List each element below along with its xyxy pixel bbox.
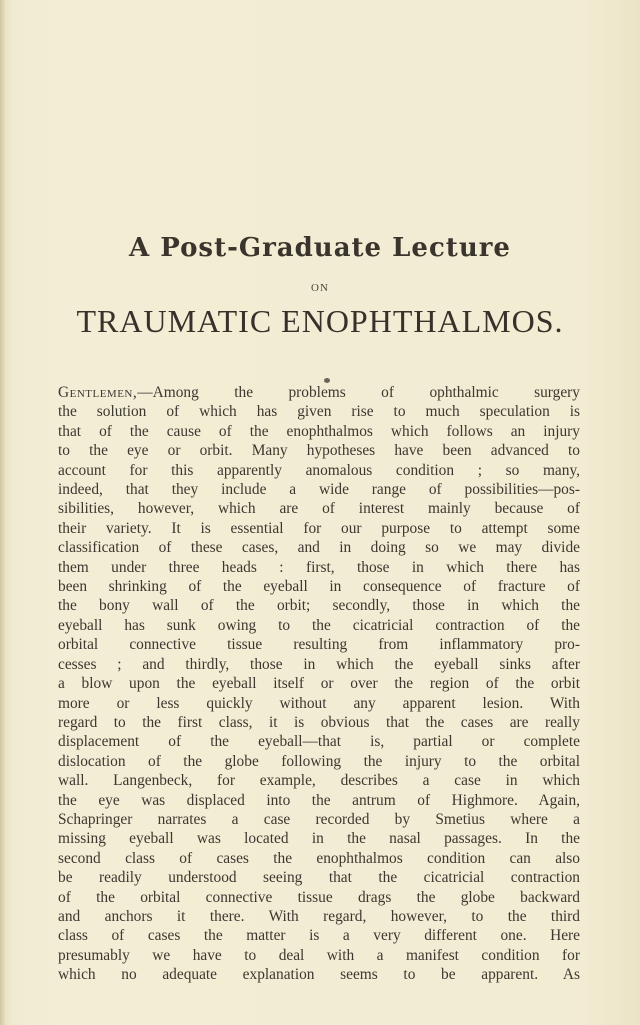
text-line: displacement of the eyeball—that is, partial or complete [58,733,580,751]
text-line: classification of these cases, and in doing so we may divide [58,539,580,557]
text-line: that of the cause of the enophthalmos which follows an injury [58,422,580,440]
text-line: a blow upon the eyeball itself or over the region of the orbit [58,675,580,693]
text-line: them under three heads : first, those in which there has [58,558,580,576]
lecture-heading: A Post-Graduate Lecture [129,233,511,263]
text-line: be readily understood seeing that the cicatricial contraction [58,869,580,887]
text-line: the bony wall of the orbit; secondly, those in which the [58,597,580,615]
page-binding-edge [0,0,5,1025]
article-title: TRAUMATIC ENOPHTHALMOS. [76,303,564,339]
text-line: sibilities, however, which are of interest mainly because of [58,500,580,518]
text-line: of the orbital connective tissue drags the globe backward [58,888,580,906]
text-line: Schapringer narrates a case recorded by Smetius where a [58,810,580,828]
opening-word: Gentlemen, [58,384,138,401]
text-line: more or less quickly without any apparent lesion. With [58,694,580,712]
text-line: presumably we have to deal with a manifest condition for [58,946,580,964]
text-line: and anchors it there. With regard, however, to the third [58,907,580,925]
text-line: Gentlemen,—Among the problems of ophthalmic surgery [58,384,580,401]
text-line: second class of cases the enophthalmos condition can also [58,849,580,867]
text-line: wall. Langenbeck, for example, describes a case in which [58,772,580,790]
on-label: ON [311,282,329,294]
text-line: missing eyeball was located in the nasal passages. In the [58,830,580,848]
text-line: the solution of which has given rise to much speculation is [58,403,580,421]
text-line: their variety. It is essential for our purpose to attempt some [58,519,580,537]
body-paragraph [58,383,580,985]
text-line: which no adequate explanation seems to be apparent. As [58,966,580,984]
text-line: eyeball has sunk owing to the cicatricial contraction of the [58,616,580,634]
text-line: regard to the first class, it is obvious that the cases are really [58,713,580,731]
text-line: to the eye or orbit. Many hypotheses have been advanced to [58,442,580,460]
text-line: dislocation of the globe following the injury to the orbital [58,752,580,770]
text-line: cesses ; and thirdly, those in which the eyeball sinks after [58,655,580,673]
text-line: account for this apparently anomalous condition ; so many, [58,461,580,479]
text-line: been shrinking of the eyeball in consequence of fracture of [58,578,580,596]
text-line: orbital connective tissue resulting from inflammatory pro- [58,636,580,654]
text-line: class of cases the matter is a very different one. Here [58,927,580,945]
text-line: the eye was displaced into the antrum of Highmore. Again, [58,791,580,809]
text-line: indeed, that they include a wide range of possibilities—pos- [58,481,580,499]
